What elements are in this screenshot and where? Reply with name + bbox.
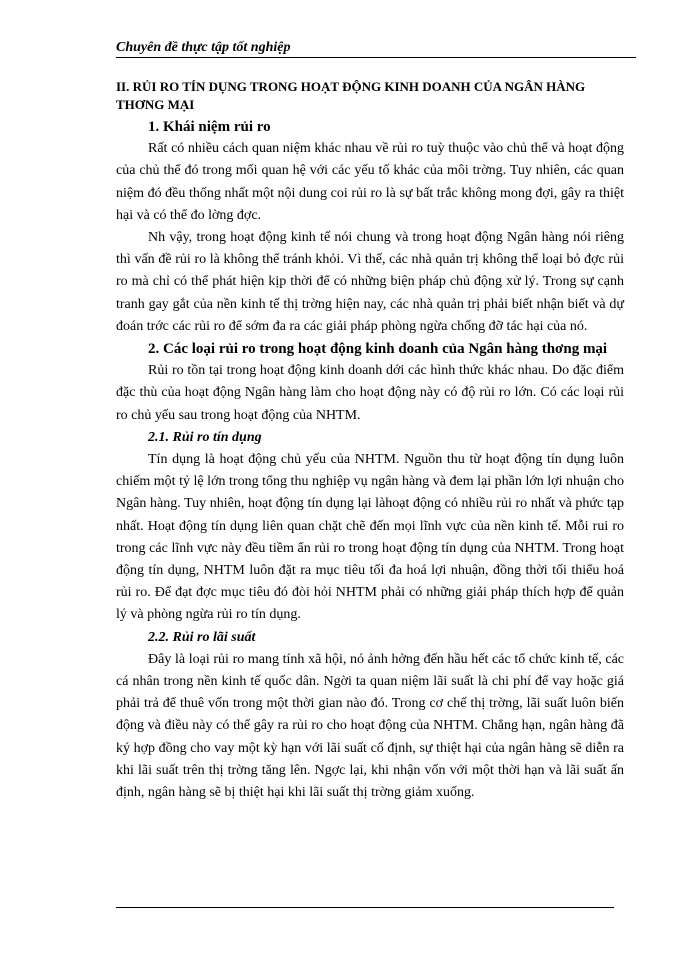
running-header: Chuyên đề thực tập tốt nghiệp [116, 40, 291, 55]
document-body [116, 78, 624, 804]
paragraph: Tín dụng là hoạt động chủ yếu của NHTM. Nguồn thu từ hoạt động tín dụng luôn chiếm một tỷ lệ lớn trong tổng thu nghiệp vụ ngân hàng và đem lại phần lớn lợi nhuận cho Ngân hàng. Tuy nhiên, hoạt động tín dụng lại làhoạt động có nhiều rủi ro nhất và phức tạp nhất. Hoạt động tín dụng liên quan chặt chẽ đến mọi lĩnh vực của nền kinh tế. Mỗi rui ro trong các lĩnh vực này đều tiềm ẩn rủi ro trong hoạt động tín dụng của NHTM. Trong hoạt động tín dụng, NHTM luôn đặt ra mục tiêu tối đa hoá lợi nhuận, đồng thời tối thiểu hoá rủi ro. Để đạt đợc mục tiêu đó đòi hỏi NHTM phải có những giải pháp thích hợp để quản lý và phòng ngừa rủi ro tín dụng. [116, 452, 624, 623]
paragraph: Nh vậy, trong hoạt động kinh tế nói chung và trong hoạt động Ngân hàng nói riêng thì vấn đề rủi ro là không thể tránh khỏi. Vì thế, các nhà quản trị không thể loại bỏ đợc rủi ro mà chỉ có thể phát hiện kịp thời để có những biện pháp chủ động xử lý. Trong sự cạnh tranh gay gắt của nền kinh tế thị trờng hiện nay, các nhà quản trị phải biết nhận biết và dự đoán trớc các rủi ro để sớm đa ra các giải pháp phòng ngừa chống đỡ tác hại của nó. [116, 230, 624, 334]
footer-rule [116, 907, 614, 908]
heading-concept-of-risk: 1. Khái niệm rủi ro [148, 119, 271, 135]
section-title: II. RỦI RO TÍN DỤNG TRONG HOẠT ĐỘNG KINH DOANH CỦA NGÂN HÀNG THƠNG MẠI [116, 79, 586, 112]
heading-risk-types: 2. Các loại rủi ro trong hoạt động kinh doanh của Ngân hàng thơng mại [148, 341, 608, 358]
subheading-credit-risk: 2.1. Rủi ro tín dụng [148, 429, 262, 445]
header-rule [116, 57, 636, 58]
subheading-interest-rate-risk: 2.2. Rủi ro lãi suất [148, 629, 256, 645]
paragraph: Đây là loại rủi ro mang tính xã hội, nó ảnh hởng đến hầu hết các tổ chức kinh tế, các cá nhân trong nền kinh tế quốc dân. Ngời ta quan niệm lãi suất là chi phí để vay hoặc giá phải trả để thuê vốn trong một thời gian nào đó. Trong cơ chế thị trờng, lãi suất luôn biến động và điều này có thể gây ra rủi ro cho hoạt động của NHTM. Chẳng hạn, ngân hàng đã ký hợp đồng cho vay một kỳ hạn với lãi suất cố định, sự thiệt hại của ngân hàng sẽ diễn ra khi lãi suất trên thị trờng tăng lên. Ngợc lại, khi nhận vốn với một thời hạn và lãi suất ấn định, ngân hàng sẽ bị thiệt hại khi lãi suất thị trờng giảm xuống. [116, 651, 624, 801]
paragraph: Rủi ro tồn tại trong hoạt động kinh doanh dới các hình thức khác nhau. Do đặc điểm đặc thù của hoạt động Ngân hàng làm cho hoạt động này có độ rủi ro lớn. Có các loại rủi ro chủ yếu sau trong hoạt động của NHTM. [116, 363, 624, 423]
paragraph: Rất có nhiều cách quan niệm khác nhau về rủi ro tuỳ thuộc vào chủ thể và hoạt động của chủ thể đó trong mối quan hệ với các yếu tố khác của môi trờng. Tuy nhiên, các quan niệm đó đều thống nhất một nội dung coi rủi ro là sự bất trắc không mong đợi, gây ra thiệt hại và có thể đo lờng đợc. [116, 141, 624, 223]
